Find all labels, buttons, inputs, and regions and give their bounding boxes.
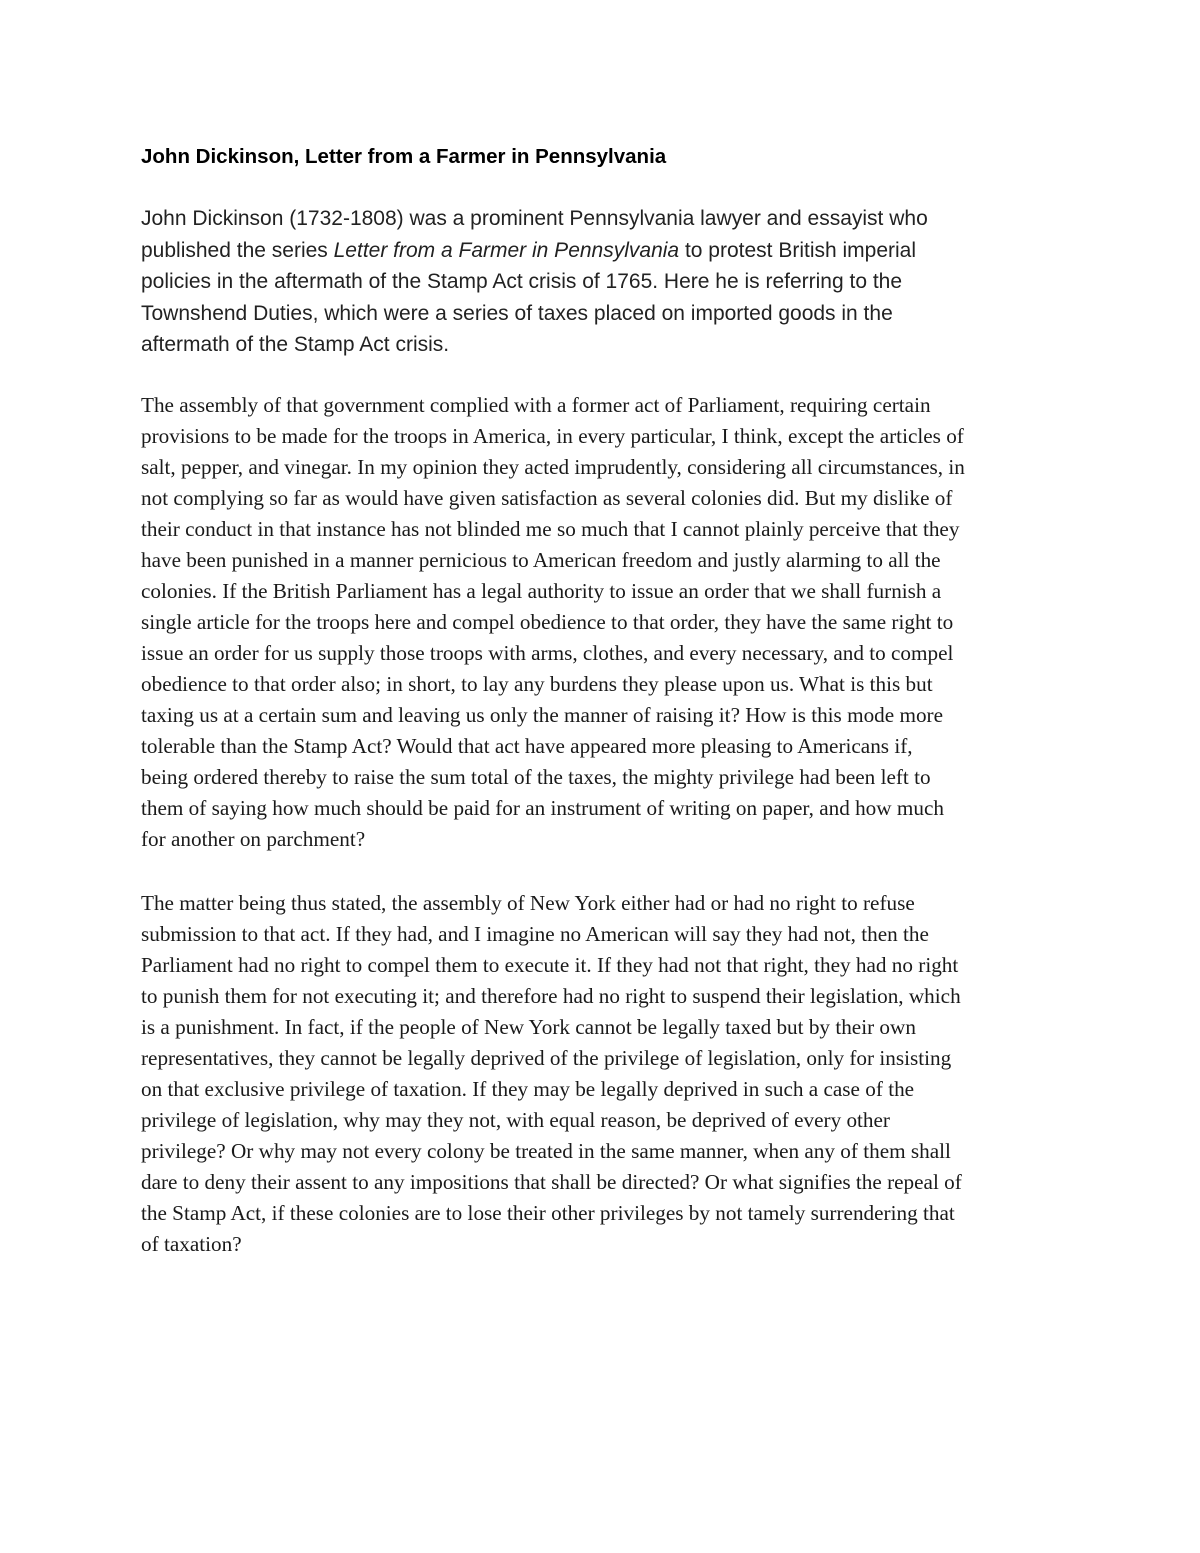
text-line: to punish them for not executing it; and therefore had no right to suspend their legislation, which — [141, 984, 961, 1008]
text-line: The matter being thus stated, the assembly of New York either had or had no right to refuse — [141, 891, 915, 915]
text-line: privilege of legislation, why may they not, with equal reason, be deprived of every other — [141, 1108, 890, 1132]
letter-paragraph-2 — [141, 888, 962, 1260]
text-line: issue an order for us supply those troops with arms, clothes, and every necessary, and to compel — [141, 641, 954, 665]
text-line: on that exclusive privilege of taxation. If they may be legally deprived in such a case of the — [141, 1077, 915, 1101]
text-line: is a punishment. In fact, if the people of New York cannot be legally taxed but by their own — [141, 1015, 916, 1039]
text-line: for another on parchment? — [141, 827, 366, 851]
text-line: obedience to that order also; in short, to lay any burdens they please upon us. What is this but — [141, 672, 933, 696]
text-line: privilege? Or why may not every colony be treated in the same manner, when any of them shall — [141, 1139, 951, 1163]
intro-line: policies in the aftermath of the Stamp Act crisis of 1765. Here he is referring to the — [141, 270, 903, 293]
text-line: have been punished in a manner pernicious to American freedom and justly alarming to all the — [141, 548, 941, 572]
intro-line-start: published the series — [141, 238, 334, 262]
text-line: colonies. If the British Parliament has a legal authority to issue an order that we shall furnish a — [141, 579, 942, 603]
text-line: taxing us at a certain sum and leaving us only the manner of raising it? How is this mode more — [141, 703, 944, 727]
intro-line: Townshend Duties, which were a series of taxes placed on imported goods in the — [141, 301, 893, 325]
intro-line: aftermath of the Stamp Act crisis. — [141, 333, 450, 356]
text-line: the Stamp Act, if these colonies are to lose their other privileges by not tamely surrendering that — [141, 1201, 955, 1225]
text-line: submission to that act. If they had, and I imagine no American will say they had not, then the — [141, 922, 929, 946]
text-line: dare to deny their assent to any impositions that shall be directed? Or what signifies the repeal of — [141, 1170, 962, 1194]
intro-paragraph — [141, 203, 928, 361]
text-line: their conduct in that instance has not blinded me so much that I cannot plainly perceive that they — [141, 517, 960, 541]
letter-paragraph-1 — [141, 390, 965, 855]
document-title: John Dickinson, Letter from a Farmer in Pennsylvania — [141, 145, 667, 168]
intro-line-end: to protest British imperial — [679, 238, 917, 262]
text-line: The assembly of that government complied with a former act of Parliament, requiring certain — [141, 393, 931, 417]
text-line: being ordered thereby to raise the sum total of the taxes, the mighty privilege had been left to — [141, 765, 931, 789]
text-line: of taxation? — [141, 1232, 242, 1256]
text-line: salt, pepper, and vinegar. In my opinion they acted imprudently, considering all circumstances, in — [141, 455, 965, 479]
text-line: tolerable than the Stamp Act? Would that act have appeared more pleasing to Americans if, — [141, 734, 913, 758]
text-line: provisions to be made for the troops in America, in every particular, I think, except the articles of — [141, 424, 964, 448]
text-line: representatives, they cannot be legally deprived of the privilege of legislation, only for insisting — [141, 1046, 952, 1070]
intro-line-with-italic-title — [141, 235, 928, 267]
text-line: not complying so far as would have given satisfaction as several colonies did. But my dislike of — [141, 486, 953, 510]
text-line: Parliament had no right to compel them to execute it. If they had not that right, they had no right — [141, 953, 959, 977]
italic-work-title: Letter from a Farmer in Pennsylvania — [333, 238, 680, 262]
text-line: them of saying how much should be paid for an instrument of writing on paper, and how much — [141, 796, 944, 820]
text-line: single article for the troops here and compel obedience to that order, they have the same right to — [141, 610, 954, 634]
intro-line: John Dickinson (1732-1808) was a prominent Pennsylvania lawyer and essayist who — [141, 207, 928, 230]
